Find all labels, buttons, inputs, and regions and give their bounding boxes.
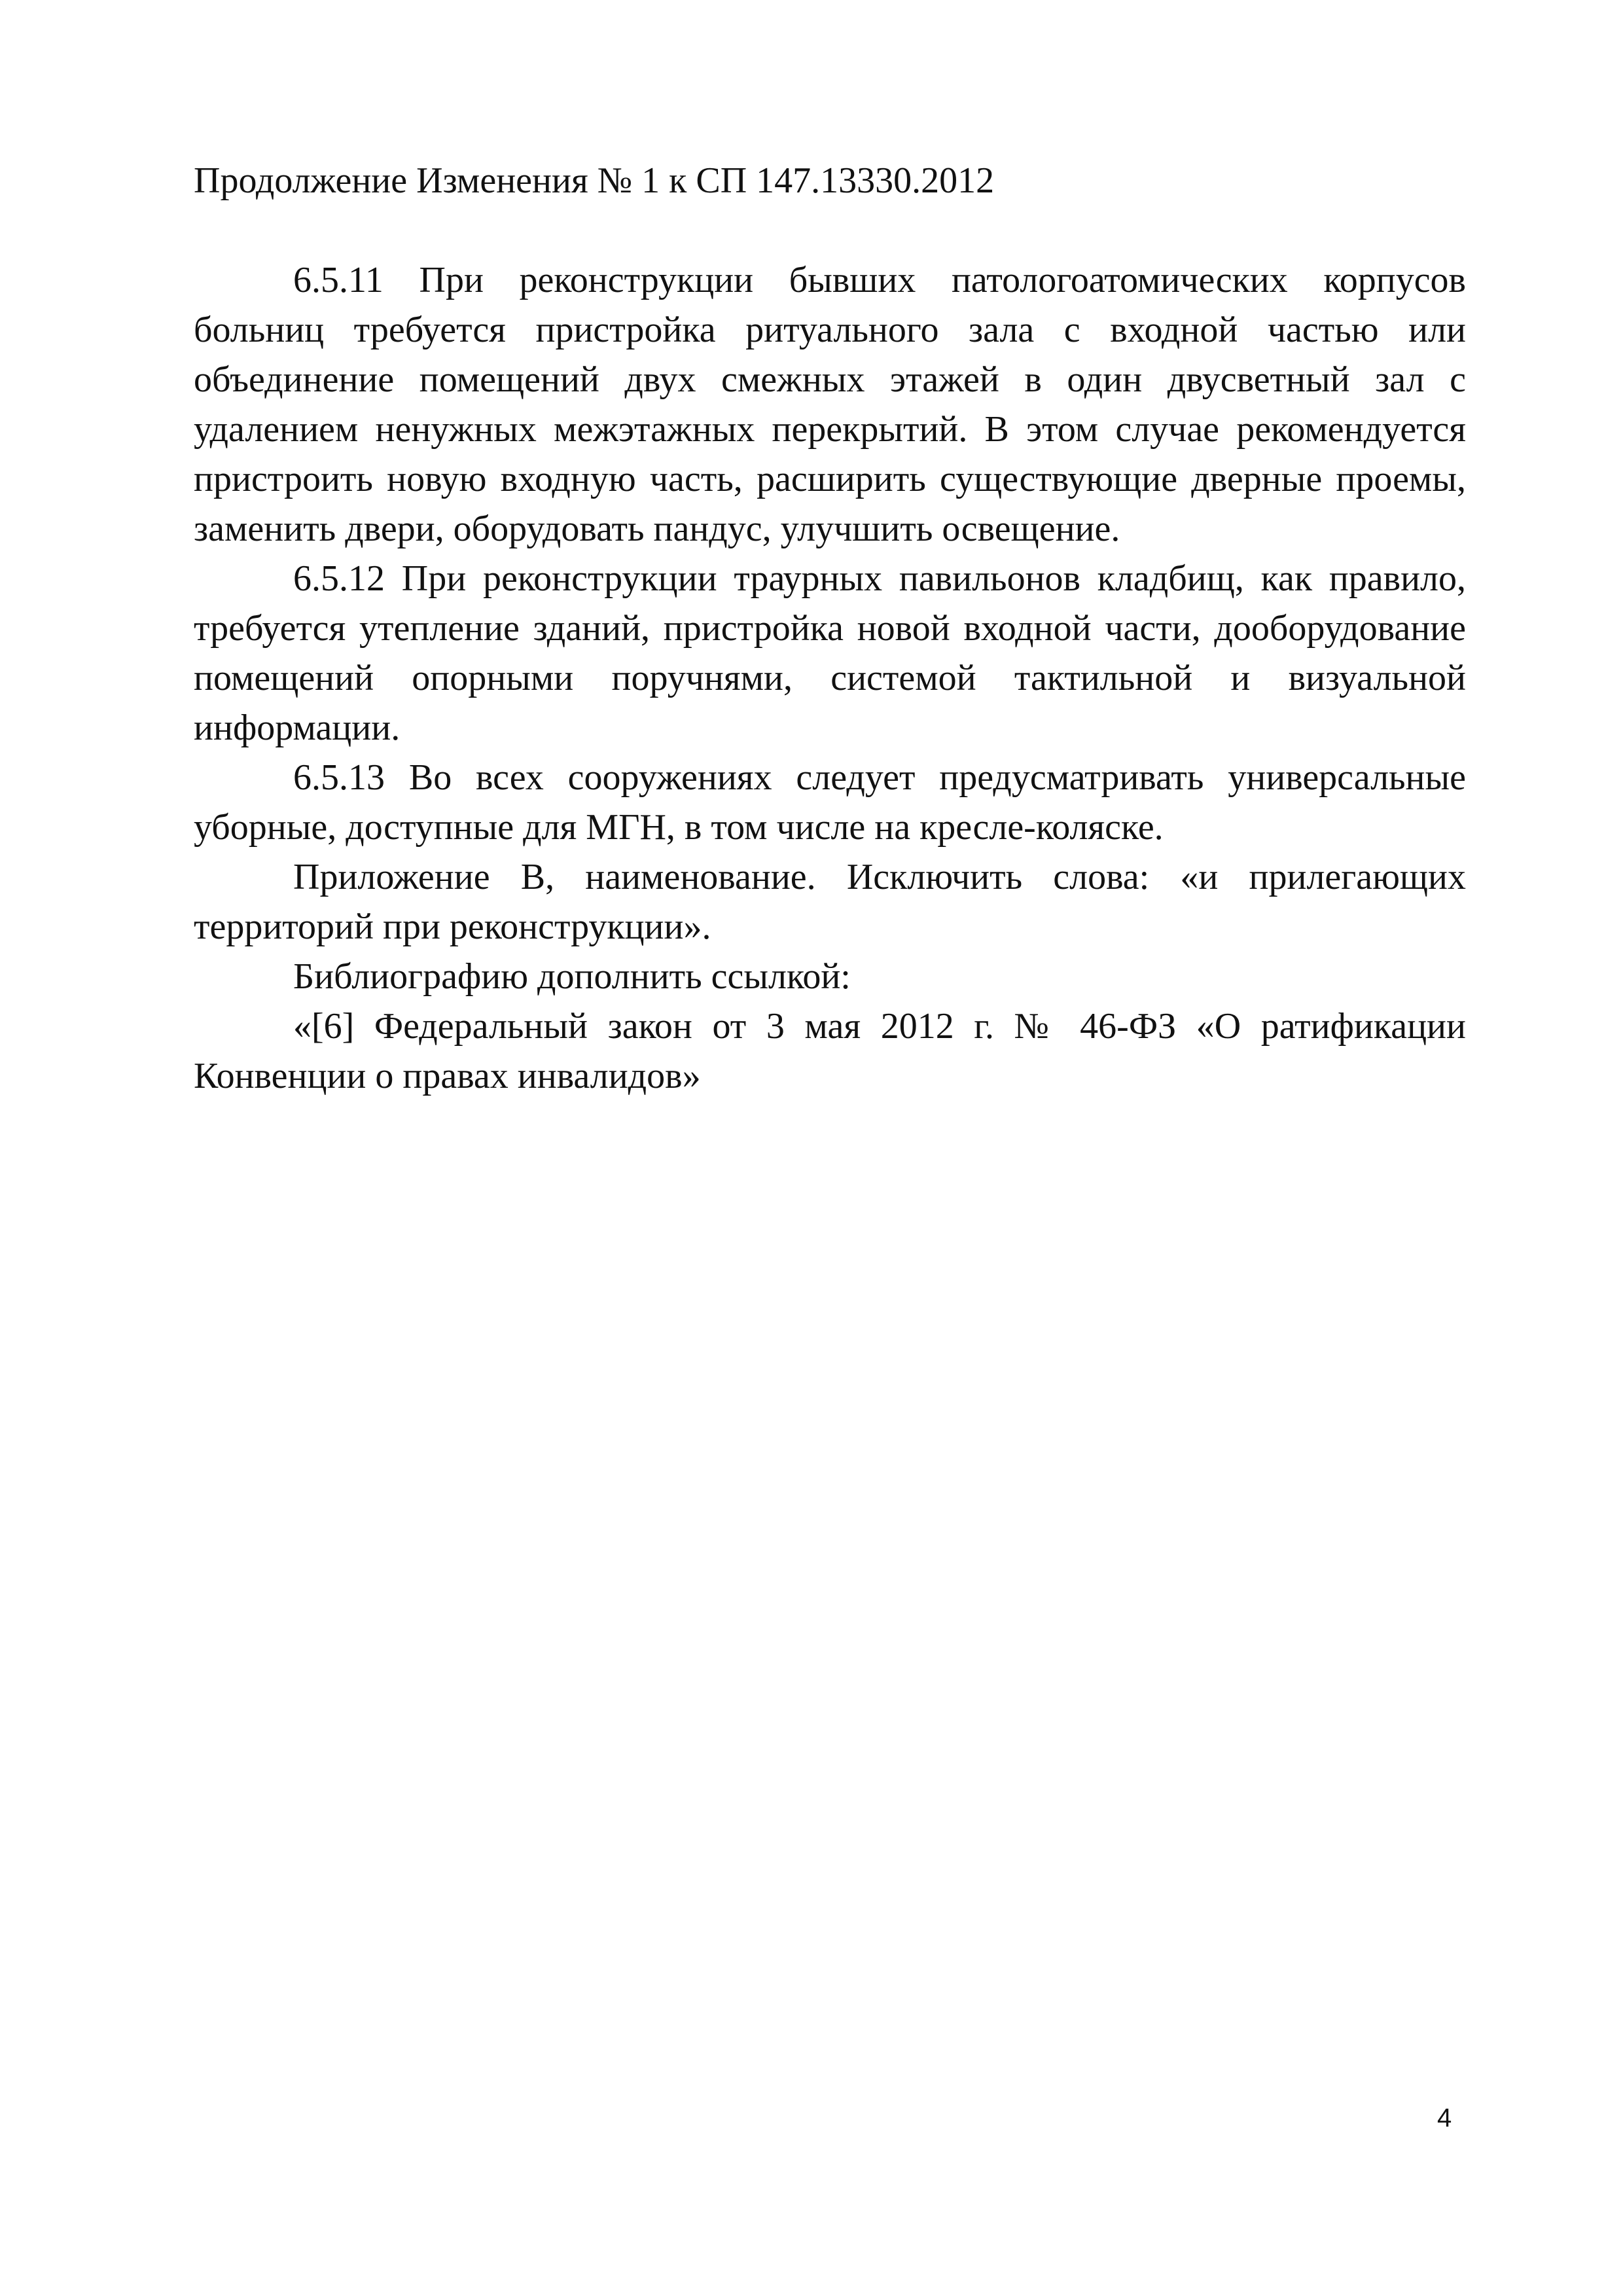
paragraph-6-5-13: 6.5.13 Во всех сооружениях следует предусматривать универсальные уборные, доступные для МГН, в том числе на кресле-коляске. <box>194 757 1466 848</box>
paragraph-6-5-12: 6.5.12 При реконструкции траурных павильонов кладбищ, как правило, требуется утепление зданий, пристройка новой входной части, дооборудование помещений опорными поручнями, системой тактильной и визуальной информации. <box>194 558 1466 748</box>
document-header: Продолжение Изменения № 1 к СП 147.13330.2012 <box>194 160 995 201</box>
page-number: 4 <box>1437 2104 1452 2132</box>
paragraph-6-5-11: 6.5.11 При реконструкции бывших патологоатомических корпусов больниц требуется пристройка ритуального зала с входной частью или объединение помещений двух смежных этажей в один двусветный зал с удалением ненужных межэтажных перекрытий. В этом случае рекомендуется пристроить новую входную часть, расширить существующие дверные проемы, заменить двери, оборудовать пандус, улучшить освещение. <box>194 260 1466 549</box>
paragraph-reference-6: «[6] Федеральный закон от 3 мая 2012 г. № 46-ФЗ «О ратификации Конвенции о правах инвалидов» <box>194 1006 1466 1096</box>
paragraph-appendix-v: Приложение В, наименование. Исключить слова: «и прилегающих территорий при реконструкции». <box>194 857 1466 947</box>
document-body <box>194 255 1466 1101</box>
paragraph-bibliography: Библиографию дополнить ссылкой: <box>293 956 851 997</box>
